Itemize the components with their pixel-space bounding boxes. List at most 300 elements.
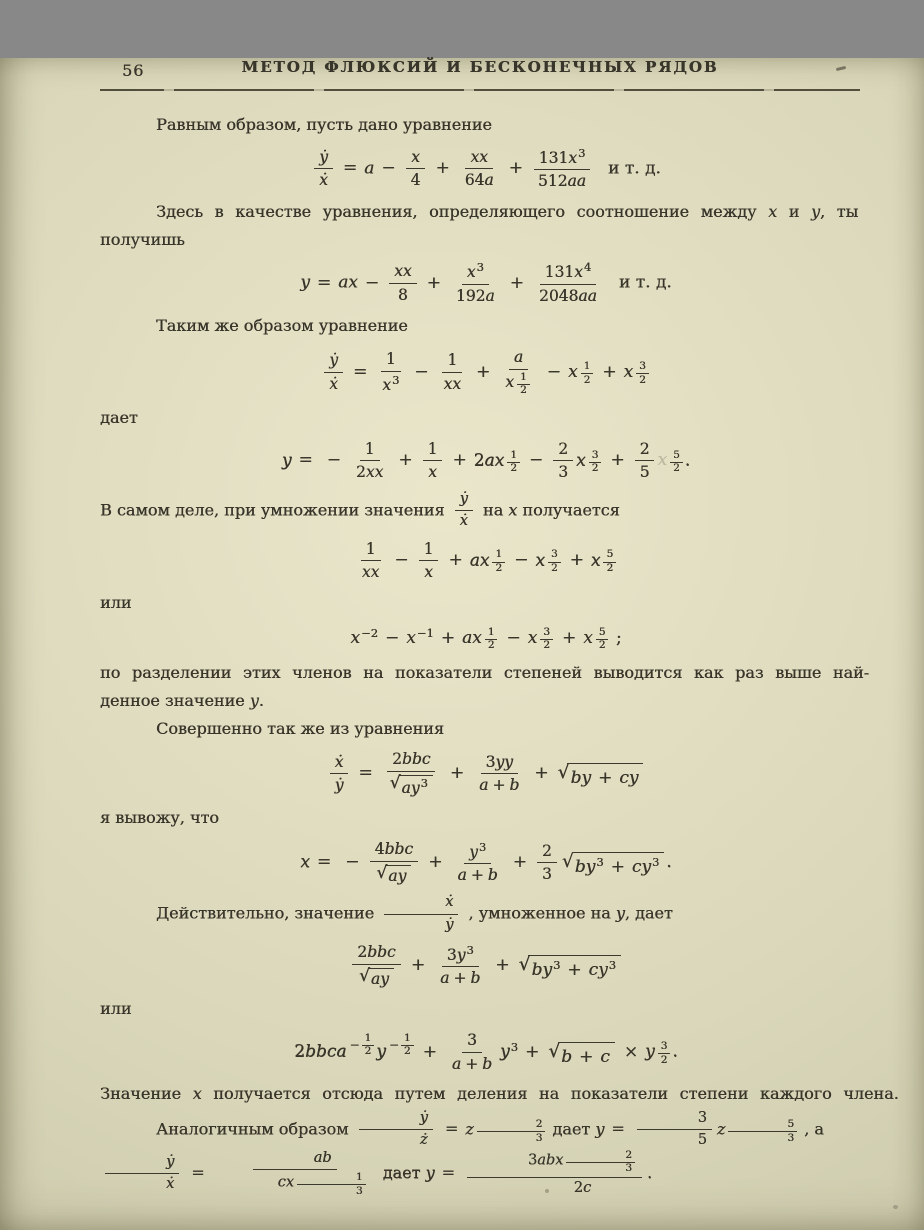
paragraph-intro (100, 113, 912, 138)
text-run: В самом деле, при умножении значения (100, 500, 450, 520)
math-operator: + (602, 361, 617, 382)
denominator (455, 511, 473, 530)
paragraph-indeed (100, 491, 912, 531)
numerator (509, 348, 528, 370)
math-radical (376, 862, 411, 886)
math-var: cy (588, 960, 608, 981)
radical-sign: √ (557, 762, 570, 784)
exponent-fraction (297, 1172, 366, 1197)
math-exponent: 3 (466, 942, 474, 957)
equation-4 (100, 440, 872, 482)
math-operator: + (597, 768, 613, 789)
math-var: xx (470, 147, 488, 166)
denominator (351, 461, 388, 482)
exponent-numerator: 5 (670, 450, 683, 463)
math-operator: = (352, 361, 368, 382)
math-num: 2 (473, 450, 485, 471)
text-run: я вывожу, что (100, 808, 219, 828)
math-var: ax (461, 627, 482, 648)
text-run: по разделении этих членов на показатели степеней выводится как раз выше най- (100, 662, 870, 682)
math-operator: − (381, 158, 396, 179)
math-num: 4 (374, 840, 385, 859)
page-number: 56 (122, 61, 145, 80)
exponent-fraction (485, 627, 498, 652)
numerator (537, 842, 557, 864)
exponent-denominator: 3 (625, 1162, 632, 1175)
math-var: a (451, 1054, 462, 1073)
math-num: 3 (558, 463, 569, 482)
math-num: . (646, 1163, 653, 1183)
exponent-numerator: 1 (492, 549, 505, 562)
math-operator: + (569, 550, 584, 571)
math-var: x (350, 627, 360, 648)
math-fraction (217, 1150, 373, 1197)
math-radical (519, 955, 621, 983)
math-var: bbc (384, 840, 414, 859)
denominator (377, 372, 404, 394)
numerator (324, 351, 343, 373)
math-operator: + (435, 158, 450, 179)
math-operator: + (465, 1054, 479, 1073)
radicand (528, 955, 621, 983)
exponent-numerator: 1 (517, 372, 530, 385)
radical-sign: √ (376, 862, 388, 883)
math-operator: + (452, 450, 467, 471)
denominator (369, 862, 418, 886)
math-operator: = (342, 158, 358, 179)
exponent-denominator: 2 (495, 562, 503, 575)
exponent-fraction (658, 1041, 671, 1066)
math-var: x (590, 550, 601, 571)
math-fraction (635, 440, 655, 482)
math-fraction (406, 148, 426, 190)
math-var: x (568, 148, 577, 167)
math-var: ẏ (329, 351, 338, 370)
math-exponent: 3 (552, 958, 561, 973)
math-num: 2 (294, 1041, 306, 1062)
math-var: x (508, 500, 518, 520)
math-fraction (533, 147, 591, 191)
numerator (455, 491, 473, 511)
math-fraction (474, 753, 524, 795)
math-exponent: 3 (478, 839, 487, 854)
denominator (513, 1178, 596, 1197)
math-var: a (479, 776, 489, 795)
math-num: 2 (573, 1179, 584, 1196)
text-run: . (258, 690, 264, 710)
math-num: 1 (365, 539, 376, 558)
math-var: x (623, 361, 634, 382)
math-fraction (389, 262, 416, 304)
math-var: c (600, 1046, 610, 1067)
math-exponent: 3 (420, 775, 428, 790)
math-fraction (460, 148, 499, 190)
equation-9 (100, 943, 872, 988)
math-num: 8 (397, 285, 408, 304)
denominator (447, 1053, 497, 1074)
numerator (467, 1150, 642, 1178)
text-run: получается отсюда путем деления на показатели степени каждого члена. (201, 1084, 899, 1104)
math-num: 4 (410, 171, 421, 190)
math-operator: = (358, 763, 373, 784)
math-exponent: 3 (651, 855, 660, 870)
denominator (105, 1174, 179, 1193)
exponent-numerator: 1 (485, 627, 498, 640)
math-frac-exponent (517, 372, 530, 397)
minus-sign: − (388, 1037, 399, 1052)
exponent-numerator: 1 (507, 450, 520, 463)
math-num: 2 (357, 943, 368, 962)
exponent-fraction (401, 1033, 414, 1058)
math-operator: × (623, 1041, 639, 1062)
math-num: 192 (455, 286, 486, 305)
math-frac-exponent (670, 450, 683, 475)
math-operator: − (345, 852, 360, 873)
text-run: Значение (100, 1084, 193, 1104)
math-frac-exponent (507, 450, 520, 475)
exponent-denominator: 2 (660, 1053, 668, 1066)
math-exponent: 3 (596, 855, 604, 870)
math-exponent: −2 (360, 625, 378, 640)
math-var: y (469, 842, 478, 861)
math-frac-exponent (540, 627, 553, 652)
text-run: получишь (100, 229, 185, 249)
math-var: a (484, 171, 494, 190)
text-run: , ты (820, 201, 859, 221)
numerator (442, 351, 462, 373)
denominator (635, 461, 655, 482)
math-radical (389, 772, 433, 797)
denominator (533, 170, 591, 191)
denominator (393, 284, 413, 305)
exponent-numerator: 3 (540, 627, 553, 640)
math-frac-exponent (728, 1119, 797, 1144)
math-frac-exponent (566, 1150, 635, 1175)
math-num: 2 (355, 463, 366, 482)
math-operator: + (561, 627, 577, 648)
math-var: y (645, 1041, 655, 1062)
math-num: 3 (697, 1110, 707, 1127)
text-run: Аналогичным образом (156, 1119, 354, 1139)
math-var-faded: x (657, 450, 668, 471)
denominator (553, 461, 573, 482)
exponent-fraction (566, 1150, 635, 1175)
math-radical (562, 852, 664, 880)
math-frac-exponent (589, 450, 602, 475)
exponent-fraction (603, 549, 616, 574)
radicand (385, 865, 411, 886)
math-var: x (382, 375, 391, 394)
math-var: a (457, 866, 467, 885)
equation-8 (100, 840, 872, 885)
math-var: cy (619, 768, 639, 789)
paragraph-relation-line2 (100, 228, 912, 253)
denominator (384, 915, 458, 934)
numerator (419, 540, 439, 562)
math-operator: − (394, 550, 409, 571)
header-rule (100, 89, 860, 91)
math-num: 2 (541, 841, 552, 860)
exponent-denominator: 3 (355, 1184, 363, 1197)
scan-speck (545, 1189, 549, 1193)
math-exponent: 4 (583, 260, 592, 275)
paragraph-value-x (100, 1082, 912, 1107)
math-var: ẋ (319, 171, 328, 190)
math-operator: = (191, 1163, 205, 1183)
math-num: ; (610, 627, 622, 648)
paragraph-or-1 (100, 591, 912, 616)
math-operator: + (476, 361, 491, 382)
exponent-numerator: 1 (401, 1033, 414, 1046)
math-operator: + (509, 272, 524, 293)
denominator (419, 561, 438, 582)
math-var: ax (469, 550, 490, 571)
paragraph-or-2 (100, 997, 912, 1022)
exponent-numerator: 3 (658, 1041, 671, 1054)
math-var: x (406, 627, 416, 648)
denominator (217, 1170, 373, 1197)
paragraph-division-line1 (100, 661, 912, 686)
numerator (387, 750, 435, 772)
math-num: 2 (639, 439, 650, 458)
numerator (253, 1150, 337, 1170)
text-run: , умноженное на (463, 903, 616, 923)
math-var: ay (370, 969, 389, 988)
numerator (540, 261, 597, 284)
paragraph-indeed-2 (100, 894, 912, 934)
math-operator: − (506, 627, 521, 648)
math-frac-exponent (636, 361, 649, 386)
numerator (330, 753, 349, 775)
exponent-numerator: 5 (728, 1119, 797, 1132)
denominator (383, 772, 440, 797)
exponent-fraction (548, 549, 561, 574)
math-var: abx (537, 1152, 564, 1169)
math-frac-exponent (477, 1119, 546, 1144)
exponent-denominator: 2 (639, 373, 646, 386)
radical-sign: √ (548, 1040, 561, 1062)
paragraph-similarly (100, 717, 912, 742)
math-operator: − (364, 272, 380, 293)
math-var: ẏ (445, 916, 454, 933)
math-operator: + (448, 550, 463, 571)
exponent-denominator: 2 (673, 462, 680, 475)
math-var: by (531, 960, 552, 981)
math-num: 3 (527, 1152, 538, 1169)
text-run: Действительно, значение (156, 903, 380, 923)
math-fraction (453, 841, 503, 885)
book-page (0, 58, 924, 1230)
numerator (534, 147, 591, 170)
exponent-numerator: 1 (362, 1033, 375, 1046)
math-var: xx (443, 374, 462, 393)
exponent-denominator: 2 (487, 639, 495, 652)
math-var: y (500, 1041, 510, 1062)
math-var: x (505, 372, 515, 391)
math-var: bbc (401, 750, 431, 769)
math-var: ax (484, 450, 505, 471)
math-exponent: 3 (608, 958, 616, 973)
numerator (381, 350, 401, 372)
denominator (451, 285, 500, 306)
math-var: y (615, 903, 625, 923)
math-num: 2 (558, 439, 569, 458)
text-run: дает (377, 1163, 426, 1183)
math-radical (548, 1042, 615, 1070)
math-operator: = (441, 1163, 455, 1183)
text-run: Здесь в качестве уравнения, определяющего соотношение между (156, 201, 769, 221)
radical-sign: √ (389, 772, 401, 793)
math-num: . (684, 450, 691, 471)
math-fraction (537, 842, 557, 884)
math-var: xx (365, 463, 384, 482)
math-fraction (419, 540, 439, 582)
exponent-fraction (517, 372, 530, 397)
math-var: y (810, 201, 820, 221)
math-operator: + (470, 866, 484, 885)
math-exponent: 3 (577, 145, 586, 160)
math-var: x (567, 361, 578, 382)
text-run: денное значение (100, 690, 250, 710)
math-var: x (411, 147, 420, 166)
math-var: y (595, 1119, 605, 1139)
math-var: y (425, 1163, 435, 1183)
math-num: 1 (427, 439, 438, 458)
math-var: a (513, 348, 524, 367)
math-frac-exponent (596, 627, 609, 652)
exponent-fraction (596, 627, 609, 652)
math-num: 1 (423, 539, 434, 558)
math-var: x (424, 563, 433, 582)
text-run: дает (100, 407, 138, 427)
math-var: x (768, 201, 778, 221)
math-operator: + (398, 450, 413, 471)
exponent-denominator: 2 (583, 373, 591, 386)
exponent-fraction (507, 450, 520, 475)
denominator (435, 967, 485, 988)
math-fraction (383, 750, 440, 797)
math-fraction (447, 1031, 497, 1073)
scan-speck (893, 1205, 898, 1209)
paragraph-relation-line1 (100, 200, 912, 225)
denominator (474, 774, 524, 795)
equation-2 (100, 261, 872, 305)
math-frac-exponent (603, 549, 616, 574)
denominator (453, 864, 503, 885)
math-fraction (553, 440, 573, 482)
math-num: 5 (639, 463, 650, 482)
numerator (105, 1154, 179, 1174)
denominator (359, 1130, 433, 1149)
denominator (500, 370, 536, 397)
math-var: ẏ (166, 1153, 175, 1170)
math-var: a (440, 969, 450, 988)
numerator (464, 841, 491, 864)
math-num: 3 (446, 945, 457, 964)
math-var: x (527, 627, 538, 648)
radical-sign: √ (561, 851, 574, 873)
numerator (314, 148, 333, 170)
math-var: y (249, 690, 259, 710)
math-var: ẋ (459, 513, 468, 530)
exponent-denominator: 2 (606, 562, 614, 575)
denominator (314, 169, 333, 190)
math-operator: + (492, 776, 506, 795)
numerator (384, 894, 458, 914)
math-var: x (466, 263, 476, 282)
math-operator: + (422, 1041, 437, 1062)
math-num: 3 (485, 752, 496, 771)
math-operator: − (414, 361, 429, 382)
text-run: дает (547, 1119, 596, 1139)
math-fraction (352, 943, 401, 988)
denominator (357, 561, 384, 582)
math-num: 64 (464, 171, 485, 190)
math-var: x (535, 550, 545, 571)
numerator (465, 148, 492, 170)
paragraph-gives (100, 406, 912, 431)
math-frac-exponent (485, 627, 498, 652)
math-exponent: −1 (416, 625, 434, 640)
denominator (460, 169, 499, 190)
exponent-numerator: 3 (636, 361, 649, 374)
math-frac-exponent (492, 549, 505, 574)
math-operator: + (534, 763, 549, 784)
math-operator: + (410, 955, 426, 976)
text-run: , а (799, 1119, 829, 1139)
math-fraction (324, 351, 343, 393)
math-operator: − (546, 361, 561, 382)
math-var: a (485, 286, 495, 305)
radicand (558, 1042, 615, 1070)
denominator (324, 373, 343, 394)
math-var: ẋ (445, 894, 454, 911)
denominator (537, 863, 557, 884)
math-num: 2048 (538, 286, 579, 305)
exponent-fraction (636, 361, 649, 386)
math-fraction (455, 491, 473, 531)
paragraph-analogous (100, 1110, 912, 1197)
math-var: b (509, 776, 520, 795)
exponent-denominator: 3 (535, 1131, 543, 1144)
radical-sign: √ (518, 954, 531, 976)
math-num: 3 (541, 865, 552, 884)
math-var: aa (567, 172, 586, 191)
text-run: Таким же образом уравнение (156, 316, 408, 336)
page-header (100, 58, 860, 82)
math-var: y (456, 945, 466, 964)
math-fraction (330, 753, 349, 795)
exponent-numerator: 2 (566, 1150, 635, 1163)
math-radical (359, 965, 394, 989)
text-run: , дает (624, 903, 673, 923)
numerator (481, 753, 518, 775)
math-operator: + (524, 1041, 540, 1062)
math-operator: + (440, 627, 455, 648)
math-exponent: 3 (510, 1039, 518, 1054)
paragraph-i-deduce (100, 806, 912, 831)
math-num: 512 (537, 172, 568, 191)
text-run: и (777, 201, 811, 221)
denominator (423, 461, 442, 482)
math-var: b (470, 969, 481, 988)
exponent-fraction (492, 549, 505, 574)
math-var: y (300, 272, 310, 293)
radicand (572, 852, 665, 880)
math-fraction (467, 1150, 642, 1197)
paragraph-likewise (100, 314, 912, 339)
math-var: by (574, 857, 596, 878)
